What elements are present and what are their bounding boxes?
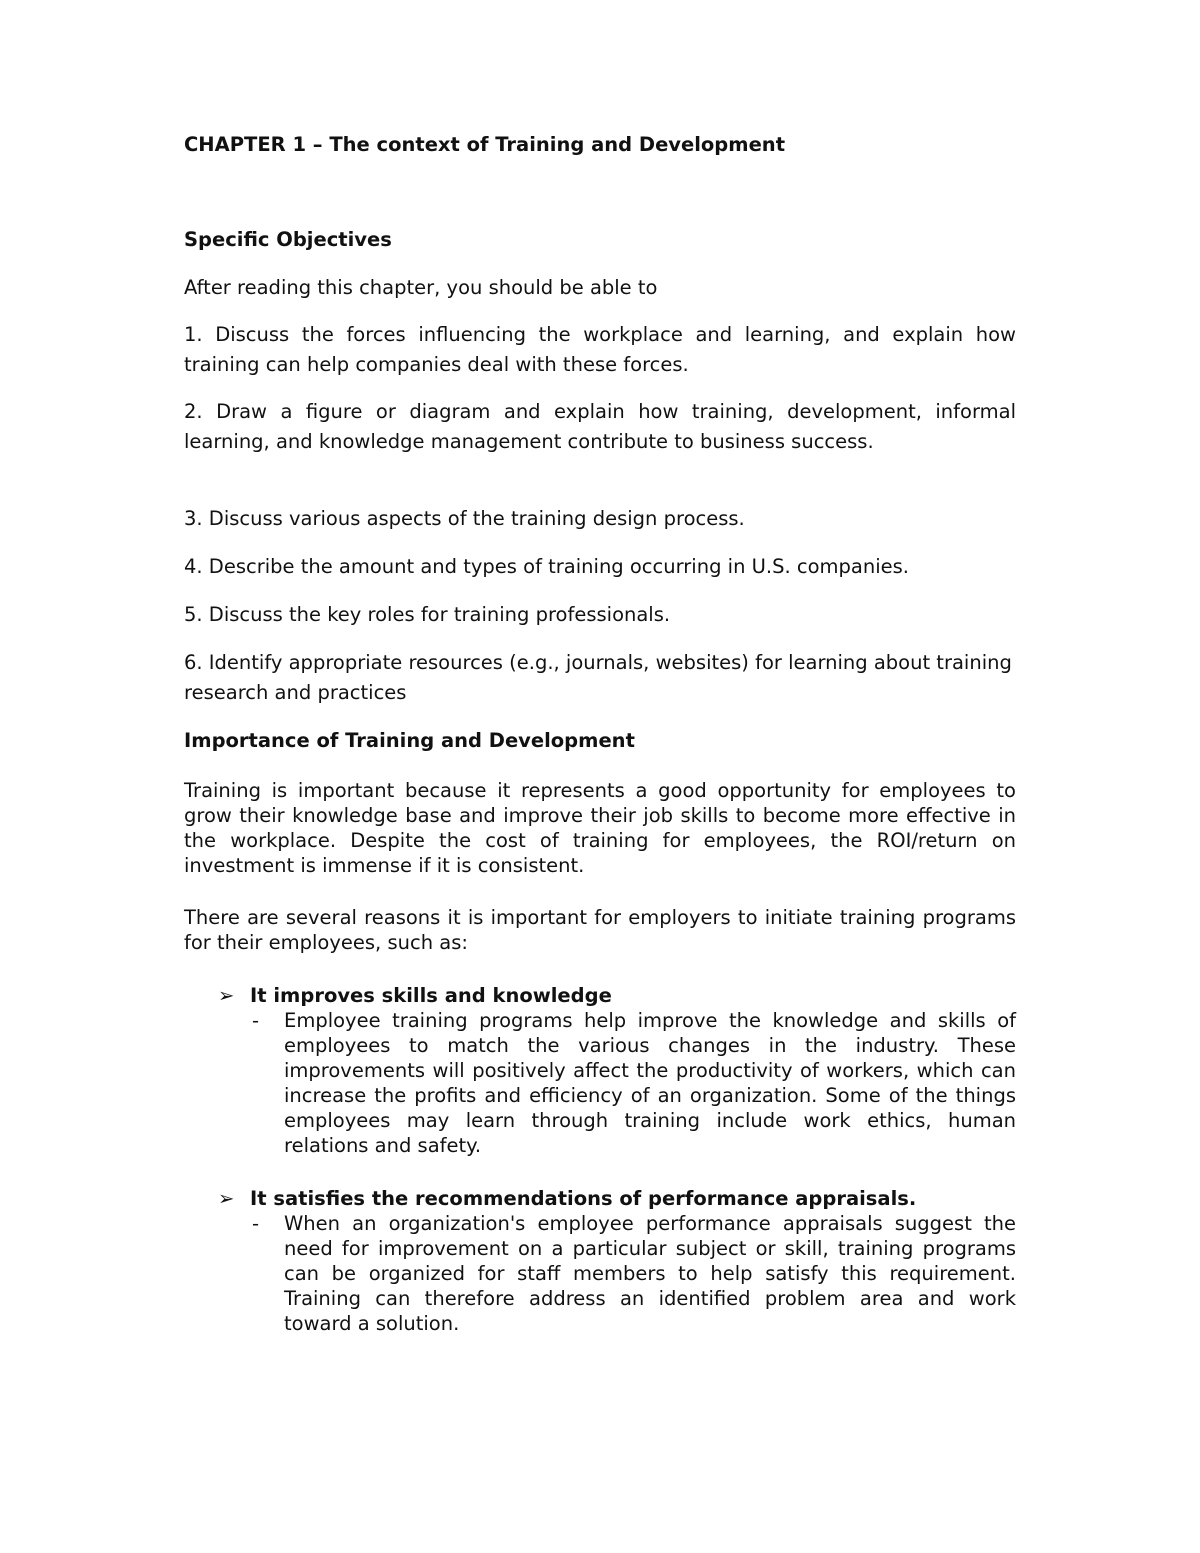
bullet-text-2: When an organization's employee performance appraisals suggest the need for improvement on a particular subject or skill, training programs can be organized for staff members to help satisfy this requirement. Training can therefore address an identified problem area and work toward a solution. — [284, 1212, 1016, 1335]
objective-item-4: 4. Describe the amount and types of training occurring in U.S. companies. — [184, 555, 909, 578]
objective-item-2: 2. Draw a figure or diagram and explain how training, development, informal learning, and knowledge management contribute to business success. — [184, 400, 1016, 453]
arrow-bullet-icon: ➢ — [218, 1187, 235, 1210]
objectives-heading: Specific Objectives — [184, 228, 392, 251]
objectives-intro: After reading this chapter, you should be able to — [184, 276, 658, 299]
bullet-body-1 — [252, 1008, 1016, 1158]
objective-item-5: 5. Discuss the key roles for training professionals. — [184, 603, 671, 626]
objective-item-1: 1. Discuss the forces influencing the workplace and learning, and explain how training can help companies deal with these forces. — [184, 323, 1016, 376]
bullet-heading-2 — [218, 1186, 1018, 1211]
objective-item-6: 6. Identify appropriate resources (e.g., journals, websites) for learning about training research and practices — [184, 651, 1012, 704]
bullet-title-2: It satisfies the recommendations of performance appraisals. — [250, 1187, 917, 1210]
importance-heading: Importance of Training and Development — [184, 729, 635, 752]
objective-item-3: 3. Discuss various aspects of the training design process. — [184, 507, 745, 530]
importance-paragraph-2: There are several reasons it is important for employers to initiate training programs for their employees, such as: — [184, 906, 1016, 954]
arrow-bullet-icon: ➢ — [218, 984, 235, 1007]
bullet-body-2 — [252, 1211, 1016, 1336]
bullet-title-1: It improves skills and knowledge — [250, 984, 612, 1007]
dash-marker: - — [252, 1212, 260, 1235]
importance-paragraph-1: Training is important because it represents a good opportunity for employees to grow their knowledge base and improve their job skills to become more effective in the workplace. Despite the cost of training for employees, the ROI/return on investment is immense if it is consistent. — [184, 779, 1016, 877]
chapter-title: CHAPTER 1 – The context of Training and Development — [184, 133, 786, 156]
dash-marker: - — [252, 1009, 260, 1032]
bullet-heading-1 — [218, 983, 1018, 1008]
bullet-text-1: Employee training programs help improve the knowledge and skills of employees to match the various changes in the industry. These improvements will positively affect the productivity of workers, which can increase the profits and efficiency of an organization. Some of the things employees may learn through training include work ethics, human relations and safety. — [284, 1009, 1016, 1157]
